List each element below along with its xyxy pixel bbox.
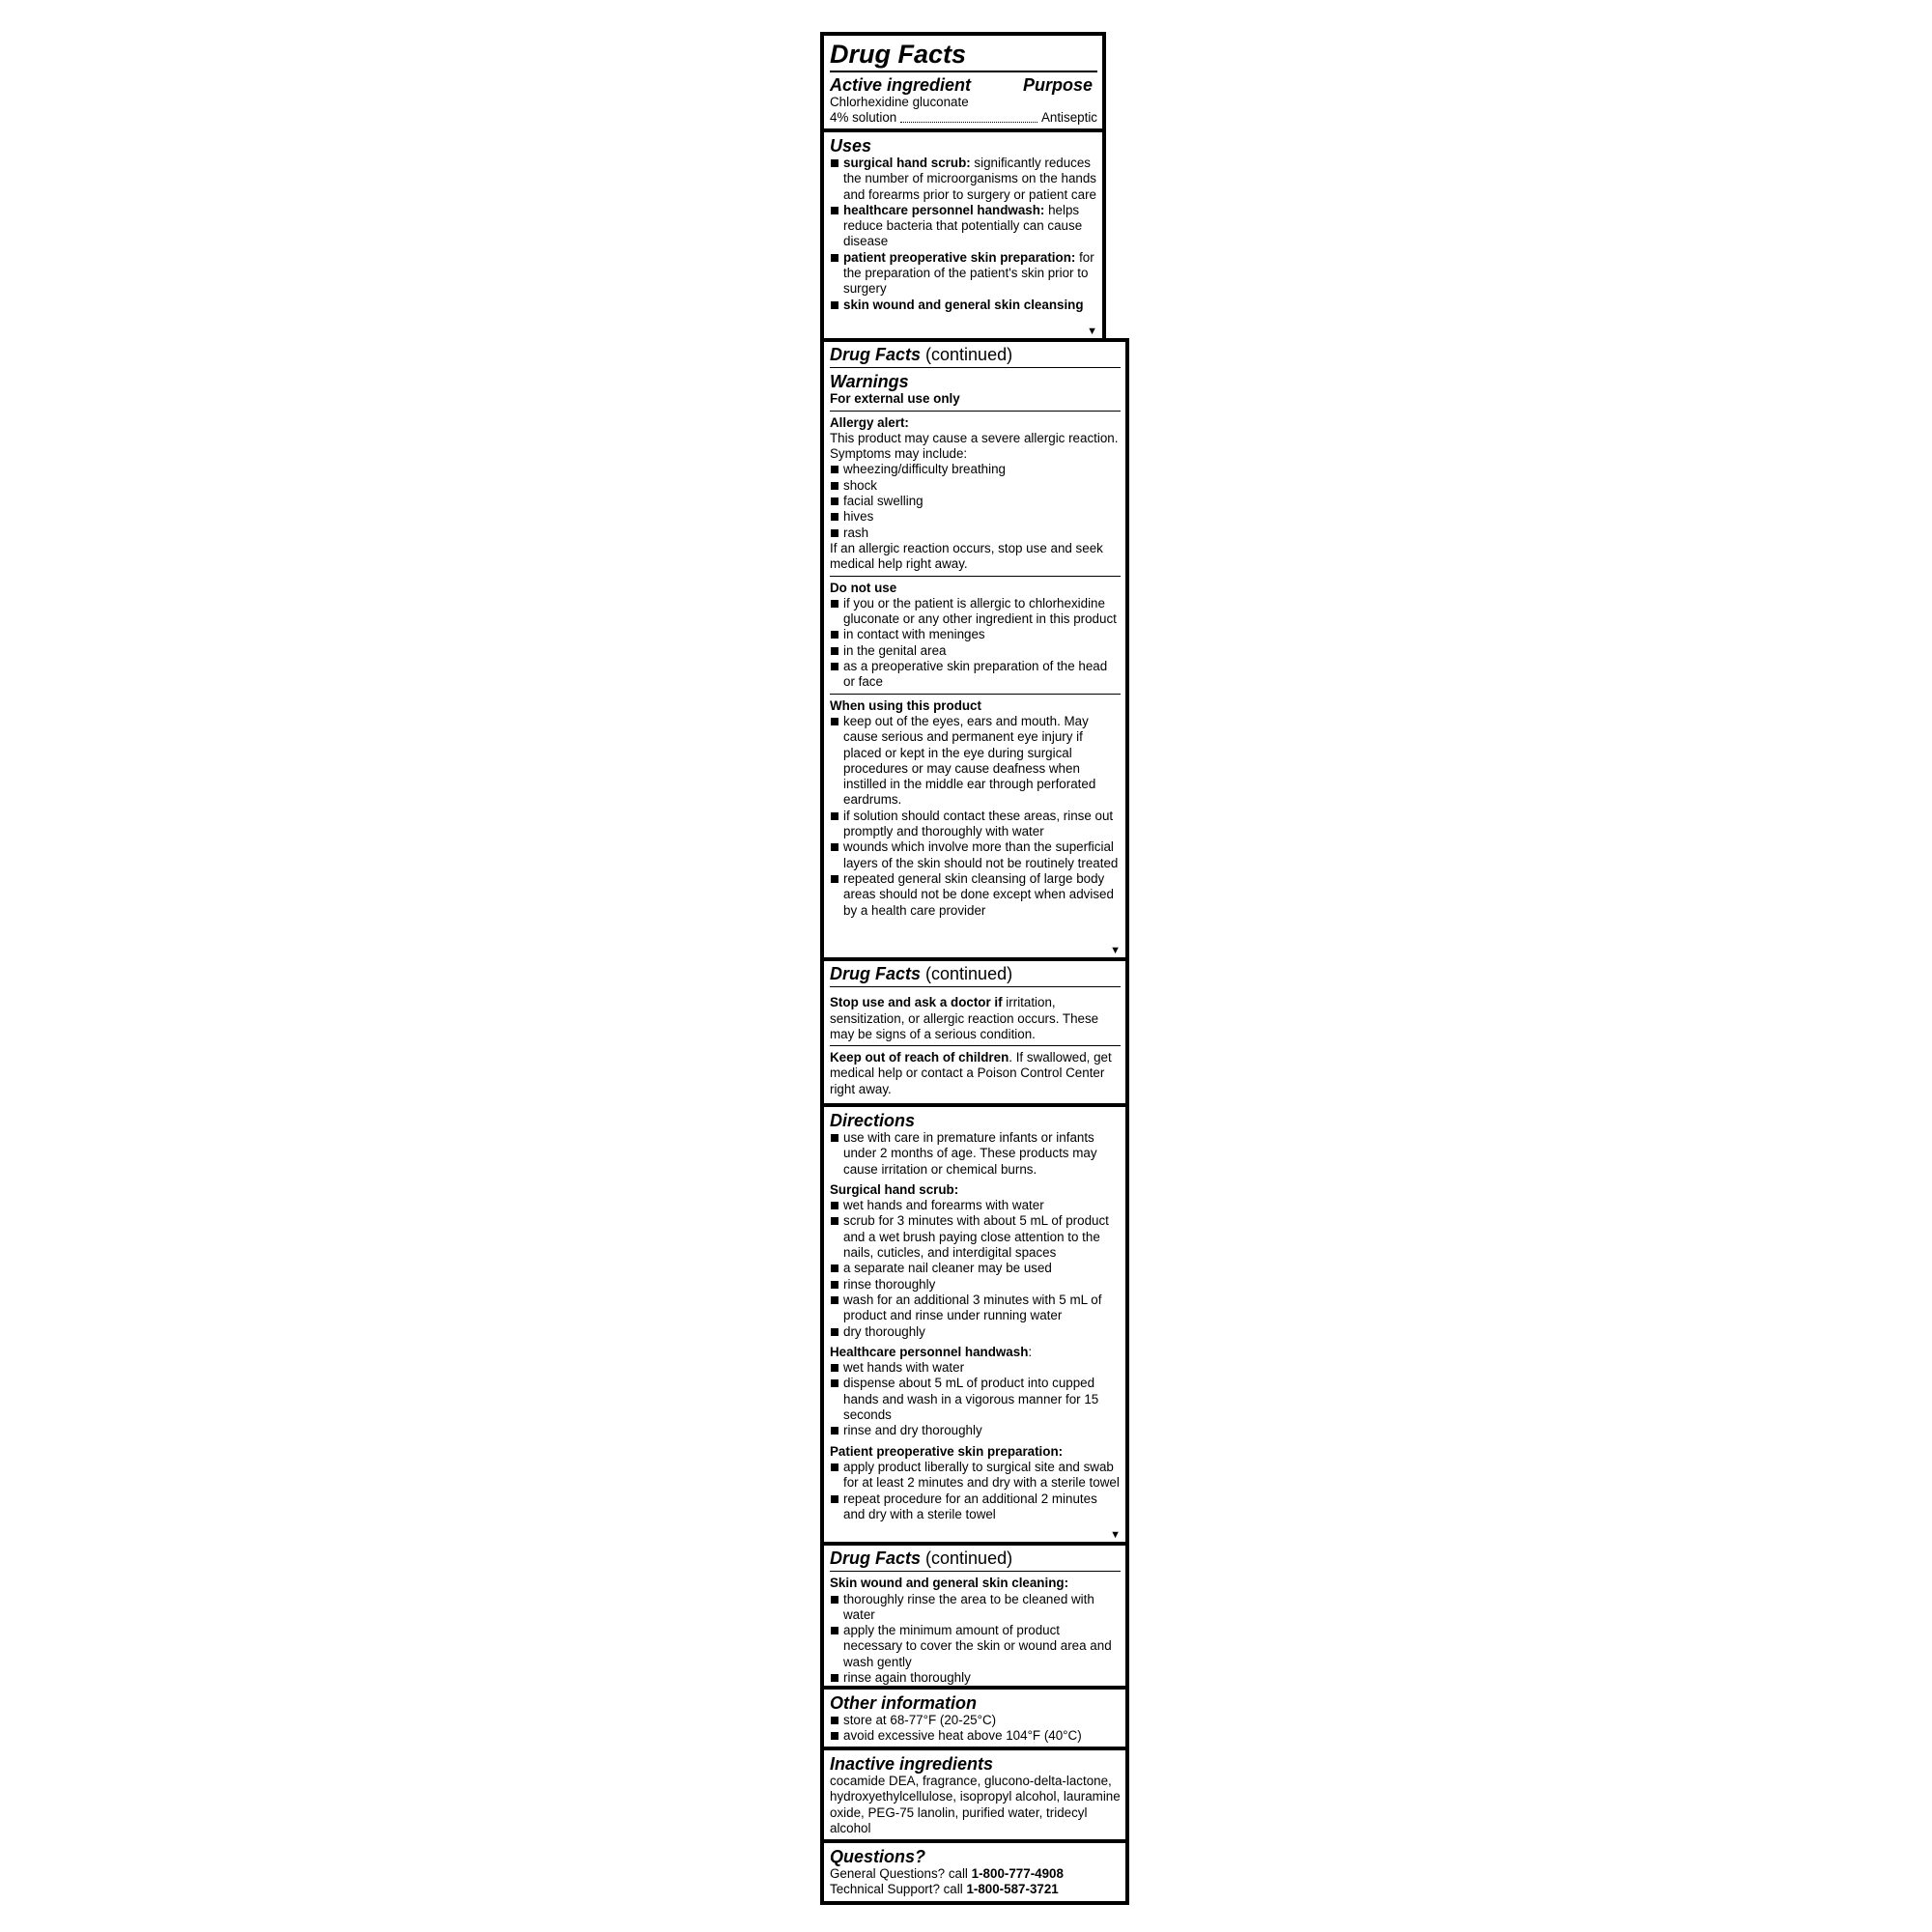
when-using-heading: When using this product: [830, 697, 981, 713]
list-item: thoroughly rinse the area to be cleaned with water: [830, 1592, 1121, 1624]
external-use-note: For external use only: [830, 391, 960, 407]
drug-facts-continued-heading: [830, 345, 1121, 364]
continued-label: (continued): [921, 1548, 1013, 1568]
list-item-bold: patient preoperative skin preparation:: [843, 249, 1076, 265]
do-not-use-list: [830, 596, 1121, 691]
stop-use-paragraph: [830, 995, 1121, 1042]
drug-facts-title: Drug Facts: [830, 1548, 922, 1568]
keep-out-paragraph: [830, 1050, 1121, 1097]
inactive-heading: Inactive ingredients: [830, 1754, 994, 1774]
ingredient-name: Chlorhexidine gluconate: [830, 95, 969, 109]
general-questions-line: [830, 1866, 1121, 1882]
list-item-text: for the preparation of the patient's skin prior to surgery: [843, 249, 1094, 297]
tech-label: Technical Support? call: [830, 1882, 967, 1897]
surgical-scrub-heading: Surgical hand scrub:: [830, 1181, 959, 1197]
list-item: dry thoroughly: [830, 1324, 1121, 1340]
handwash-colon: :: [1028, 1344, 1033, 1359]
list-item: wet hands and forearms with water: [830, 1198, 1121, 1213]
list-item: keep out of the eyes, ears and mouth. May cause serious and permanent eye injury if placed or kept in the eye during surgical procedures or may cause deafness when instilled in the middle ear through perforated eardrums.: [830, 714, 1121, 809]
panel-wound-cleaning: [820, 1542, 1129, 1690]
list-item: if you or the patient is allergic to chlorhexidine gluconate or any other ingredient in this product: [830, 596, 1121, 628]
surgical-scrub-list: [830, 1198, 1121, 1340]
list-item: facial swelling: [830, 494, 1121, 509]
list-item: shock: [830, 478, 1121, 494]
divider: [830, 986, 1121, 987]
allergy-after-text: If an allergic reaction occurs, stop use and seek medical help right away.: [830, 540, 1103, 572]
warnings-heading: Warnings: [830, 372, 909, 392]
list-item: use with care in premature infants or infants under 2 months of age. These products may cause irritation or chemical burns.: [830, 1130, 1121, 1178]
wound-list: [830, 1592, 1121, 1687]
stop-use-text: irritation, sensitization, or allergic reaction occurs. These may be signs of a serious condition.: [830, 995, 1099, 1041]
list-item: [830, 298, 1097, 313]
stop-use-bold: Stop use and ask a doctor if: [830, 995, 1003, 1010]
list-item: rinse again thoroughly: [830, 1670, 1121, 1686]
directions-heading: Directions: [830, 1111, 916, 1130]
list-item-bold: healthcare personnel handwash:: [843, 202, 1045, 217]
list-item-text: helps reduce bacteria that potentially can cause disease: [843, 202, 1083, 249]
allergy-text: This product may cause a severe allergic reaction. Symptoms may include:: [830, 430, 1119, 462]
do-not-use-heading: Do not use: [830, 580, 897, 595]
panel-other-information: [820, 1686, 1129, 1750]
drug-facts-title: Drug Facts: [830, 345, 922, 364]
list-item: rinse thoroughly: [830, 1277, 1121, 1293]
list-item: [830, 203, 1097, 250]
list-item: rinse and dry thoroughly: [830, 1423, 1121, 1438]
list-item: store at 68-77°F (20-25°C): [830, 1713, 1121, 1728]
keep-out-text: . If swallowed, get medical help or contact a Poison Control Center right away.: [830, 1050, 1112, 1096]
technical-support-line: [830, 1882, 1121, 1897]
list-item: as a preoperative skin preparation of the head or face: [830, 659, 1121, 691]
handwash-list: [830, 1360, 1121, 1438]
list-item: rash: [830, 526, 1121, 541]
panel-directions: [820, 1103, 1129, 1546]
questions-heading: Questions?: [830, 1847, 926, 1866]
drug-facts-continued-heading: [830, 964, 1121, 983]
panel-uses: [820, 128, 1106, 342]
list-item: repeat procedure for an additional 2 minutes and dry with a sterile towel: [830, 1492, 1121, 1523]
list-item: if solution should contact these areas, rinse out promptly and thoroughly with water: [830, 809, 1121, 840]
list-item: a separate nail cleaner may be used: [830, 1261, 1121, 1276]
panel-inactive-ingredients: [820, 1747, 1129, 1843]
panel-stop-use: [820, 957, 1129, 1107]
list-item: scrub for 3 minutes with about 5 mL of product and a wet brush paying close attention to the nails, cuticles, and interdigital spaces: [830, 1213, 1121, 1261]
continued-label: (continued): [921, 964, 1013, 983]
inactive-text: cocamide DEA, fragrance, glucono-delta-lactone, hydroxyethylcellulose, isopropyl alcohol, lauramine oxide, PEG-75 lanolin, purified water, tridecyl alcohol: [830, 1774, 1121, 1835]
list-item: wounds which involve more than the superficial layers of the skin should not be routinely treated: [830, 839, 1121, 871]
continue-arrow-icon: ▼: [1110, 1529, 1121, 1541]
wound-heading: Skin wound and general skin cleaning:: [830, 1576, 1069, 1591]
keep-out-bold: Keep out of reach of children: [830, 1050, 1009, 1065]
ingredient-strength: 4% solution: [830, 110, 897, 126]
divider: [830, 367, 1121, 368]
handwash-heading-bold: Healthcare personnel handwash: [830, 1344, 1029, 1359]
list-item: [830, 250, 1097, 298]
other-info-heading: Other information: [830, 1693, 977, 1713]
panel-questions: [820, 1839, 1129, 1905]
purpose-value: Antiseptic: [1040, 110, 1097, 126]
ingredient-row: [830, 110, 1097, 126]
uses-heading: Uses: [830, 136, 872, 156]
purpose-heading: Purpose: [1022, 75, 1093, 95]
drug-facts-title: Drug Facts: [830, 40, 967, 69]
uses-list: [830, 156, 1097, 313]
list-item: avoid excessive heat above 104°F (40°C): [830, 1728, 1121, 1744]
divider: [830, 1045, 1121, 1046]
divider: [830, 576, 1121, 577]
preop-heading: Patient preoperative skin preparation:: [830, 1443, 1064, 1459]
list-item: hives: [830, 509, 1121, 525]
list-item: wash for an additional 3 minutes with 5 mL of product and rinse under running water: [830, 1293, 1121, 1324]
continue-arrow-icon: ▼: [1087, 326, 1097, 337]
allergy-symptom-list: [830, 462, 1121, 540]
divider: [830, 71, 1097, 72]
list-item: repeated general skin cleansing of large body areas should not be done except when advised by a health care provider: [830, 871, 1121, 919]
leader-dots: [900, 122, 1037, 123]
continued-label: (continued): [921, 345, 1013, 364]
list-item: in the genital area: [830, 643, 1121, 659]
handwash-heading: [830, 1345, 1121, 1360]
tech-phone: 1-800-587-3721: [966, 1882, 1059, 1897]
continue-arrow-icon: ▼: [1110, 945, 1121, 956]
panel-warnings: [820, 338, 1129, 961]
list-item-bold: skin wound and general skin cleansing: [843, 297, 1084, 312]
divider: [830, 1571, 1121, 1572]
list-item: dispense about 5 mL of product into cupped hands and wash in a vigorous manner for 15 seconds: [830, 1376, 1121, 1423]
active-purpose-header: [830, 74, 1097, 95]
allergy-alert-heading: Allergy alert:: [830, 414, 909, 430]
list-item-bold: surgical hand scrub:: [843, 156, 971, 170]
active-ingredient-heading: Active ingredient: [830, 75, 972, 95]
list-item: in contact with meninges: [830, 627, 1121, 642]
directions-intro-list: [830, 1130, 1121, 1178]
drug-facts-continued-heading: [830, 1548, 1121, 1568]
divider: [830, 694, 1121, 695]
general-label: General Questions? call: [830, 1866, 972, 1881]
general-phone: 1-800-777-4908: [971, 1866, 1064, 1881]
list-item: apply the minimum amount of product necessary to cover the skin or wound area and wash gently: [830, 1623, 1121, 1670]
list-item: wet hands with water: [830, 1360, 1121, 1376]
drug-facts-title: Drug Facts: [830, 964, 922, 983]
divider: [830, 411, 1121, 412]
list-item-text: significantly reduces the number of microorganisms on the hands and forearms prior to surgery or patient care: [843, 156, 1097, 202]
list-item: wheezing/difficulty breathing: [830, 462, 1121, 477]
list-item: [830, 156, 1097, 203]
panel-drug-facts-1: [820, 32, 1106, 132]
other-info-list: [830, 1713, 1121, 1745]
when-using-list: [830, 714, 1121, 919]
preop-list: [830, 1460, 1121, 1522]
list-item: apply product liberally to surgical site and swab for at least 2 minutes and dry with a sterile towel: [830, 1460, 1121, 1492]
